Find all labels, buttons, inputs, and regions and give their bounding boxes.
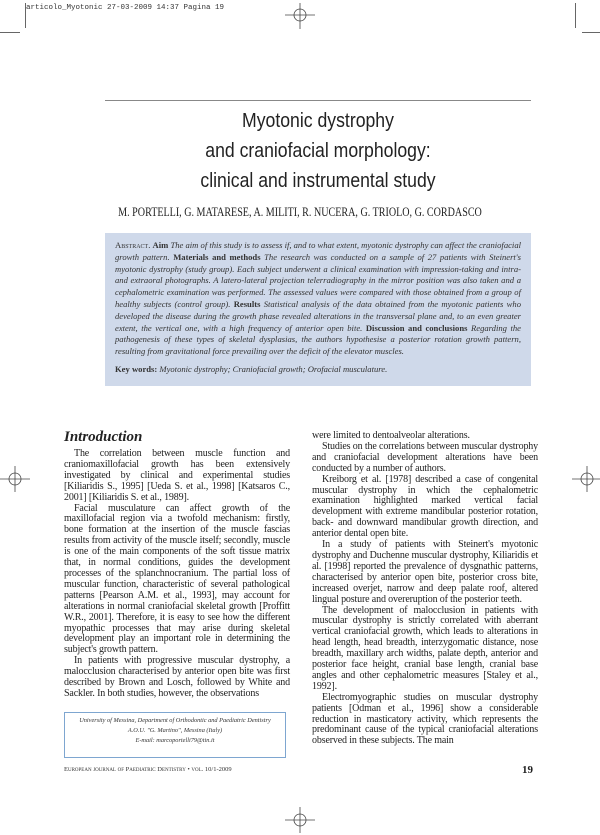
paragraph: were limited to dentoalveolar alterations.: [312, 430, 470, 441]
registration-mark-icon: [285, 805, 315, 835]
article-title: [105, 106, 531, 196]
paragraph: The development of malocclusion in patients with muscular dystrophy is strictly correlated with aberrant vertical craniofacial growth, which leads to alterations in head length, head breadth, interzygomatic distance, nose breadth, maxillary arch widths, palate depth, anterior and posterior face height, cranial base length, cranial base angles and other cephalometric measures [Staley et al., 1992].: [312, 604, 538, 692]
title-line: and craniofacial morphology:: [205, 139, 431, 162]
keywords-text: Myotonic dystrophy; Craniofacial growth; Orofacial musculature.: [159, 363, 388, 374]
title-line: clinical and instrumental study: [200, 169, 436, 192]
affiliation-line: A.O.U. "G. Martino", Messina (Italy): [127, 727, 223, 734]
aim-label: Aim: [152, 240, 169, 250]
affiliation-box: [64, 712, 286, 758]
right-column: [312, 431, 538, 747]
methods-label: Materials and methods: [173, 251, 261, 262]
paragraph: Studies on the correlations between muscular dystrophy and craniofacial development alterations have been conducted by a number of authors.: [312, 440, 538, 474]
methods-text: The research was conducted on a sample of 27 patients with Steinert's myotonic dystrophy (study group). Each subject underwent a clinical examination with impression-taking and intra- and extraoral photographs. A latero-lateral projection telerradiography in the mirror position was also taken and a cephalometric examination was performed. The assessed values were compared with those obtained from a group of healthy subjects (control group).: [115, 251, 521, 309]
registration-mark-icon: [0, 464, 30, 494]
keywords-label: Key words:: [115, 363, 158, 374]
paragraph: Facial musculature can affect growth of the maxillofacial region via a twofold mechanism: firstly, bone formation at the insertion of the muscle fascias results from activity of the muscle itself; secondly, muscle is one of the main components of the soft tissue matrix that, in normal conditions, guides the development processes of the splanchnocranium. The partial loss of muscular function, characteristic of several pathological patterns [Pearson A.M. et al., 1993], may account for alterations in normal craniofacial skeletal growth [Proffitt W.R., 2001]. Therefore, it is easy to see how the different myopathic processes that may arise during skeletal development play an important role in determining the subject's growth pattern.: [64, 502, 290, 656]
authors: M. PORTELLI, G. MATARESE, A. MILITI, R. NUCERA, G. TRIOLO, G. CORDASCO: [118, 205, 482, 219]
abstract-text: [115, 240, 521, 358]
page-number: 19: [522, 764, 533, 776]
discussion-text: Regarding the pathogenesis of these types of skeletal dysplasias, the authors hypothesise a posterior rotation growth pattern, resulting from gravitational force prevailing over the deficit of the elevator muscles.: [115, 322, 521, 357]
results-label: Results: [233, 298, 261, 309]
paragraph: The correlation between muscle function and craniomaxillofacial growth has been extensively investigated by clinical and experimental studies [Kiliaridis S., 1995] [Ueda S. et al., 1998] [Katsaros C., 2001] [Kiliaridis S. et al., 1989].: [64, 448, 290, 503]
crop-mark: [0, 32, 20, 33]
registration-mark-icon: [572, 464, 600, 494]
title-line: Myotonic dystrophy: [242, 109, 394, 132]
crop-mark: [582, 32, 600, 33]
results-text: Statistical analysis of the data obtained from the myotonic patients who developed the disease during the growth phase revealed alterations in the transversal plane and, to an even greater extent, the vertical one, with a high frequency of anterior open bite.: [115, 298, 521, 333]
discussion-label: Discussion and conclusions: [365, 322, 468, 333]
section-heading: Introduction: [64, 429, 143, 445]
aim-text: The aim of this study is to assess if, and to what extent, myotonic dystrophy can affect the craniofacial growth pattern.: [115, 240, 522, 262]
keywords: [115, 364, 521, 376]
crop-mark: [25, 3, 26, 28]
title-rule: [105, 100, 531, 101]
print-slug: articolo_Myotonic 27-03-2009 14:37 Pagina 19: [26, 4, 225, 12]
registration-mark-icon: [285, 0, 315, 30]
affiliation-email: E-mail: marcoportelli79@tin.it: [135, 737, 215, 744]
journal-footer: European journal of Paediatric Dentistry • vol. 10/1-2009: [64, 766, 232, 773]
paragraph: In a study of patients with Steinert's myotonic dystrophy and Duchenne muscular dystrophy, Kiliaridis et al. [1998] reported the prevalence of dysgnathic patterns, characterised by anterior open bite, posterior cross bite, increased overjet, narrow and deep palate roof, altered lingual posture and overeruption of the posterior teeth.: [312, 539, 538, 605]
crop-mark: [575, 3, 576, 28]
left-column: [64, 449, 290, 700]
paragraph: Kreiborg et al. [1978] described a case of congenital muscular dystrophy in which the cephalometric examination highlighted marked vertical facial development with extreme mandibular posterior rotation, back- and downward mandibular growth direction, and anterior dental open bite.: [312, 473, 538, 540]
abstract-label: Abstract.: [115, 240, 151, 250]
affiliation-line: University of Messina, Department of Orthodontic and Paediatric Dentistry: [79, 717, 271, 724]
paragraph: Electromyographic studies on muscular dystrophy patients [Odman et al., 1996] show a considerable reduction in masticatory activity, which represents the predominant cause of the typical craniofacial alterations observed in these subjects. The main: [312, 691, 538, 747]
abstract-box: [105, 233, 531, 386]
paragraph: In patients with progressive muscular dystrophy, a malocclusion characterised by anterior open bite was first described by Brown and Losch, followed by White and Sackler. In both studies, however, the observations: [64, 655, 290, 699]
